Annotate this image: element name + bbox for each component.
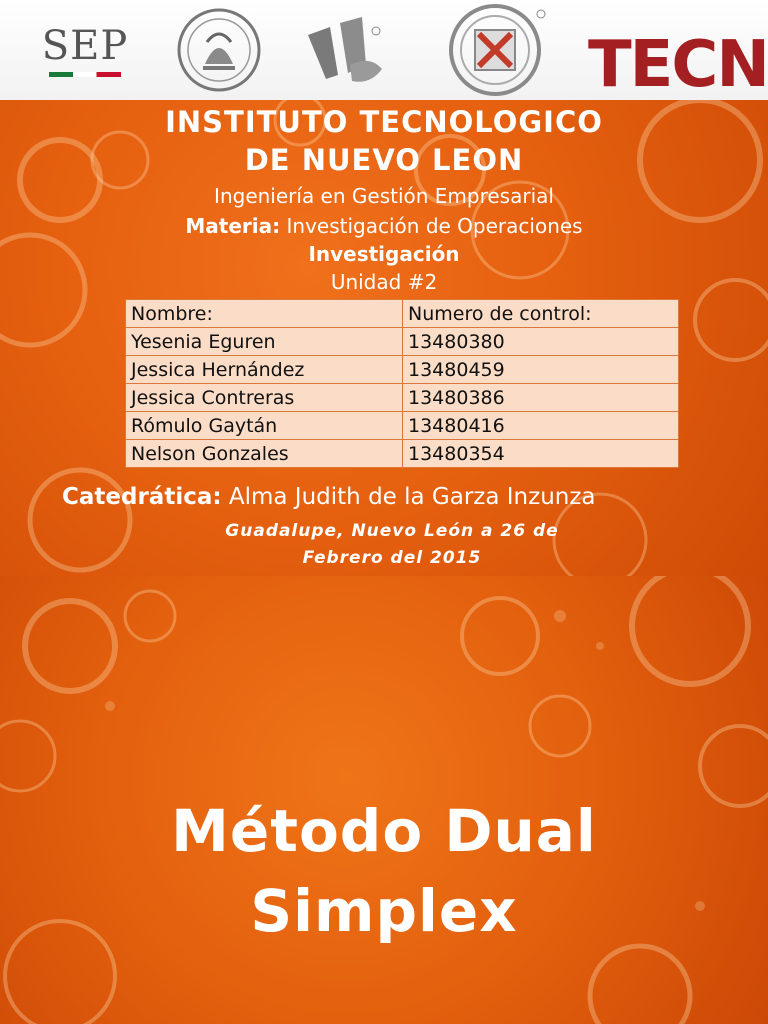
work-type: Investigación <box>308 242 460 266</box>
table-row <box>126 328 679 356</box>
sep-logo-text: SEP <box>41 22 129 69</box>
subject-value: Investigación de Operaciones <box>280 214 583 238</box>
teacher-name: Alma Judith de la Garza Inzunza <box>221 484 596 510</box>
teacher-label: Catedrática: <box>62 484 222 510</box>
table-row <box>126 412 679 440</box>
subject-line <box>0 212 768 240</box>
slide-title-line2: Simplex <box>250 877 518 945</box>
teacher-line <box>62 482 596 512</box>
student-control-number: 13480459 <box>403 356 679 384</box>
header-name: Nombre: <box>126 300 403 328</box>
students-table <box>125 299 679 468</box>
title-slide <box>0 100 768 576</box>
student-control-number: 13480354 <box>403 440 679 468</box>
itnl-logo <box>440 0 550 100</box>
header-control-number: Numero de control: <box>403 300 679 328</box>
topic-slide <box>0 576 768 1024</box>
career-name: Ingeniería en Gestión Empresarial <box>214 184 554 208</box>
student-control-number: 13480380 <box>403 328 679 356</box>
mexico-coat-of-arms-logo <box>175 0 263 100</box>
student-name: Nelson Gonzales <box>126 440 403 468</box>
table-row <box>126 440 679 468</box>
table-row <box>126 356 679 384</box>
student-name: Jessica Contreras <box>126 384 403 412</box>
unit-number: Unidad #2 <box>330 270 438 294</box>
flag-stripe <box>49 72 121 77</box>
student-name: Yesenia Eguren <box>126 328 403 356</box>
date-line1: Guadalupe, Nuevo León a 26 de <box>225 521 559 541</box>
student-name: Rómulo Gaytán <box>126 412 403 440</box>
tecnm-logo-text: TECN <box>588 28 768 100</box>
logo-banner <box>0 0 768 100</box>
student-name: Jessica Hernández <box>126 356 403 384</box>
sep-logo <box>40 0 130 100</box>
slide-title-line1: Método Dual <box>171 797 597 865</box>
tecnm-logo <box>588 0 768 100</box>
institute-name-line2: DE NUEVO LEON <box>244 143 524 177</box>
table-row <box>126 384 679 412</box>
student-control-number: 13480386 <box>403 384 679 412</box>
institute-name-line1: INSTITUTO TECNOLOGICO <box>165 105 603 139</box>
table-header-row <box>126 300 679 328</box>
student-control-number: 13480416 <box>403 412 679 440</box>
subject-label: Materia: <box>185 214 281 238</box>
sep-eagle-logo <box>300 0 390 100</box>
date-line2: Febrero del 2015 <box>302 548 482 568</box>
